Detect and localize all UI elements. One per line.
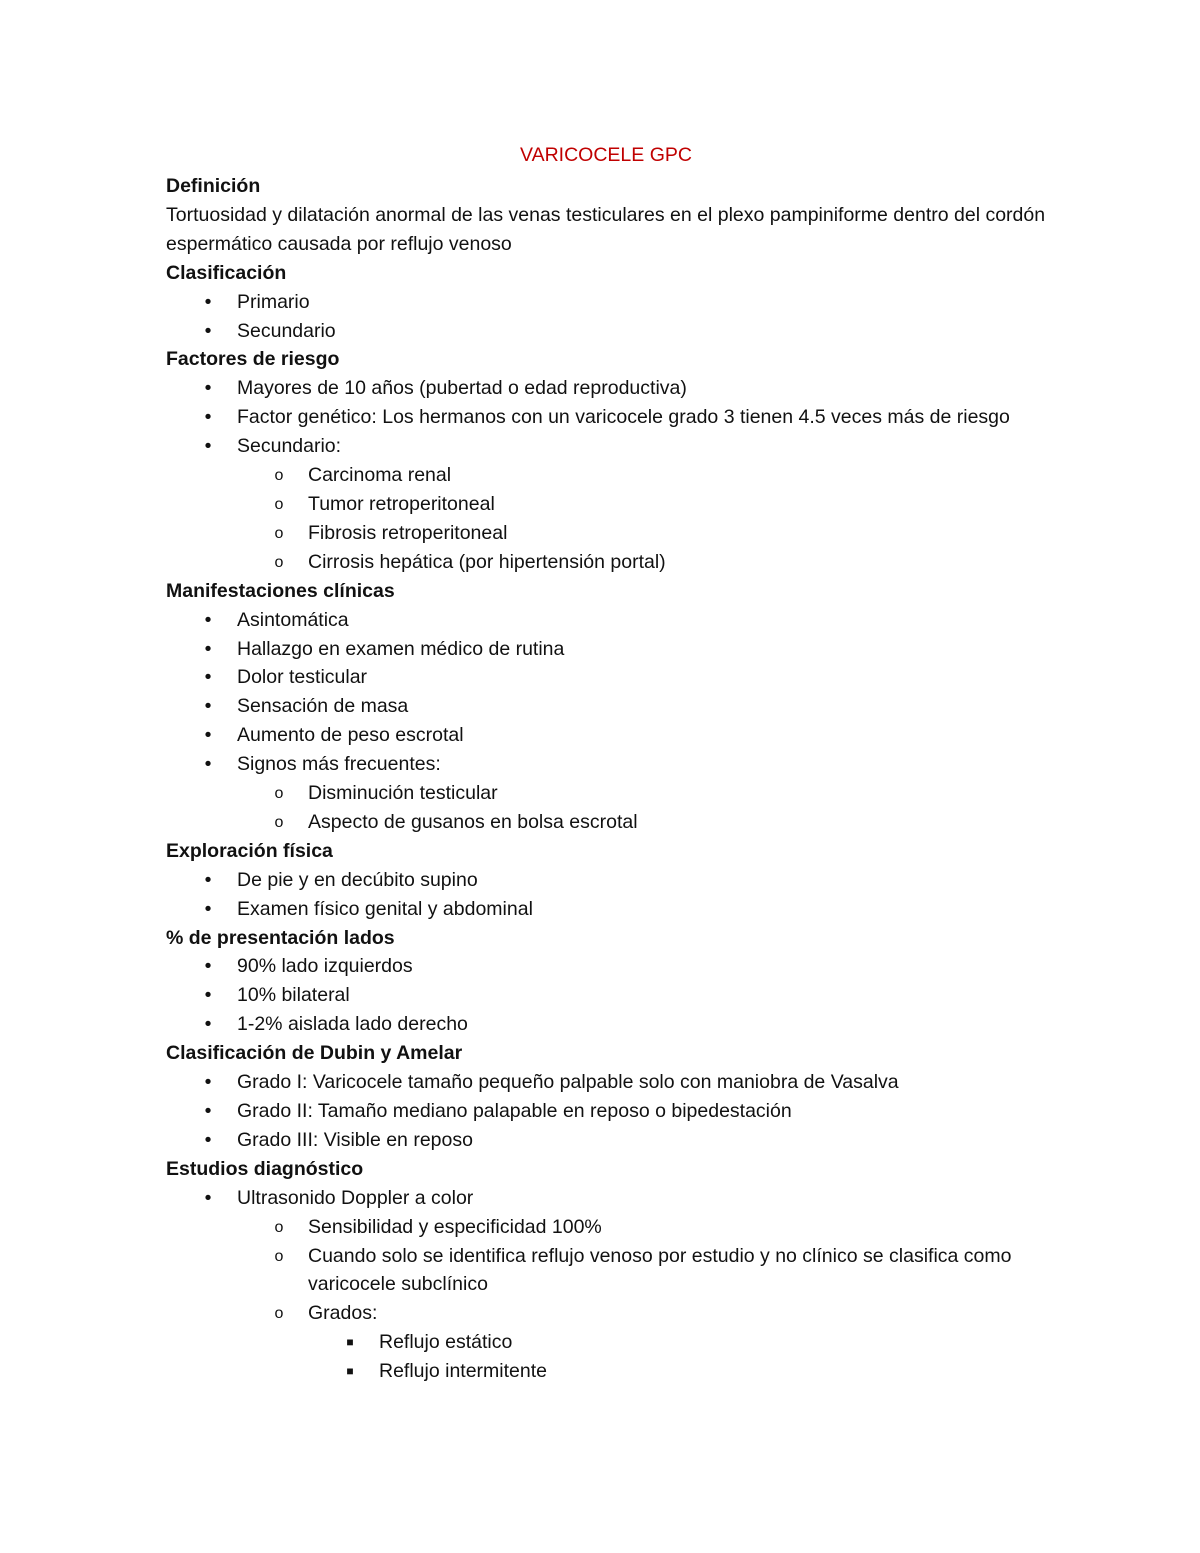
list-item (274, 548, 1046, 577)
list-item-text: Grado II: Tamaño mediano palapable en reposo o bipedestación (237, 1100, 792, 1122)
list-item-text: De pie y en decúbito supino (237, 868, 478, 891)
document-page (166, 138, 1046, 1386)
estudios-list (166, 1184, 1046, 1386)
list-item (204, 288, 1046, 317)
dubin-list (166, 1068, 1046, 1155)
list-item-text: Hallazgo en examen médico de rutina (237, 637, 565, 660)
bullet-circle-icon: o (274, 1305, 284, 1323)
bullet-dot-icon: • (204, 1186, 212, 1209)
list-item (204, 374, 1046, 403)
list-item (274, 808, 1046, 837)
section-heading-clasificacion: Clasificación (166, 261, 287, 284)
factores-list (166, 374, 1046, 576)
grados-sublist (308, 1328, 1046, 1386)
list-item-text: Grado I: Varicocele tamaño pequeño palpable solo con maniobra de Vasalva (237, 1071, 899, 1094)
list-item (204, 721, 1046, 750)
list-item (346, 1357, 1046, 1386)
definicion-text: Tortuosidad y dilatación anormal de las venas testiculares en el plexo pampiniforme dentro del cordón espermático causada por reflujo venoso (166, 203, 1046, 255)
list-item-text: Dolor testicular (237, 666, 368, 689)
list-item-text: Mayores de 10 años (pubertad o edad reproductiva) (237, 377, 687, 400)
secundario-sublist (237, 461, 1046, 577)
list-item-text: Secundario (237, 319, 336, 342)
list-item (346, 1328, 1046, 1357)
list-item (204, 1184, 1046, 1386)
bullet-dot-icon: • (204, 868, 212, 891)
list-item (274, 779, 1046, 808)
list-item (204, 1126, 1046, 1155)
section-heading-dubin: Clasificación de Dubin y Amelar (166, 1042, 463, 1065)
list-item-text: Reflujo intermitente (379, 1360, 547, 1383)
bullet-dot-icon: • (204, 695, 212, 718)
bullet-dot-icon: • (204, 377, 212, 400)
list-item-text: 10% bilateral (237, 984, 350, 1007)
list-item (204, 750, 1046, 837)
list-item-text: Cirrosis hepática (por hipertensión portal) (308, 550, 666, 573)
list-item (204, 432, 1046, 577)
list-item (204, 1010, 1046, 1039)
list-item-text: Secundario: (237, 435, 342, 458)
bullet-dot-icon: • (204, 724, 212, 747)
section-heading-estudios: Estudios diagnóstico (166, 1157, 364, 1180)
section-heading-manifestaciones: Manifestaciones clínicas (166, 579, 395, 602)
list-item-text: Aspecto de gusanos en bolsa escrotal (308, 810, 638, 833)
bullet-circle-icon: o (274, 785, 284, 803)
list-item (204, 1068, 1046, 1097)
list-item-text: Ultrasonido Doppler a color (237, 1186, 474, 1209)
bullet-dot-icon: • (204, 753, 212, 776)
bullet-dot-icon: • (204, 406, 212, 429)
bullet-dot-icon: • (204, 1100, 212, 1122)
bullet-dot-icon: • (204, 897, 212, 920)
list-item-text: Carcinoma renal (308, 464, 452, 487)
bullet-circle-icon: o (274, 813, 284, 831)
list-item (204, 866, 1046, 895)
list-item-text: Grados: (308, 1302, 378, 1325)
list-item (274, 1299, 1046, 1386)
list-item-text: Grado III: Visible en reposo (237, 1128, 473, 1151)
list-item-text: Factor genético: Los hermanos con un varicocele grado 3 tienen 4.5 veces más de riesgo (237, 406, 1010, 429)
list-item (204, 692, 1046, 721)
bullet-dot-icon: • (204, 435, 212, 458)
list-item (204, 952, 1046, 981)
list-item-text: Sensibilidad y especificidad 100% (308, 1215, 602, 1238)
section-heading-factores: Factores de riesgo (166, 348, 340, 371)
list-item (274, 519, 1046, 548)
bullet-circle-icon: o (274, 553, 284, 571)
section-heading-definicion: Definición (166, 175, 261, 197)
bullet-circle-icon: o (274, 1218, 284, 1236)
exploracion-list (166, 866, 1046, 924)
bullet-dot-icon: • (204, 608, 212, 631)
bullet-dot-icon: • (204, 1013, 212, 1036)
list-item (204, 1097, 1046, 1126)
list-item-text: Tumor retroperitoneal (308, 492, 495, 515)
list-item-text: Signos más frecuentes: (237, 753, 441, 776)
bullet-dot-icon: • (204, 290, 212, 313)
list-item-text: Sensación de masa (237, 695, 409, 718)
clasificacion-list (166, 288, 1046, 346)
list-item (274, 1213, 1046, 1242)
bullet-dot-icon: • (204, 666, 212, 689)
bullet-square-icon: ■ (346, 1335, 354, 1350)
list-item (204, 317, 1046, 346)
list-item (274, 1242, 1046, 1300)
list-item (274, 490, 1046, 519)
list-item (204, 981, 1046, 1010)
bullet-dot-icon: • (204, 1071, 212, 1094)
signos-sublist (237, 779, 1046, 837)
bullet-dot-icon: • (204, 637, 212, 660)
list-item-text: Cuando solo se identifica reflujo venoso por estudio y no clínico se clasifica como varicocele subclínico (308, 1244, 1012, 1296)
list-item-text: Reflujo estático (379, 1331, 513, 1354)
list-item-text: Disminución testicular (308, 782, 498, 805)
section-heading-exploracion: Exploración física (166, 839, 333, 862)
bullet-dot-icon: • (204, 984, 212, 1007)
bullet-dot-icon: • (204, 1128, 212, 1151)
list-item-text: Asintomática (237, 608, 349, 631)
list-item-text: Primario (237, 290, 310, 313)
document-title: VARICOCELE GPC (520, 144, 692, 166)
list-item (204, 403, 1046, 432)
list-item-text: Aumento de peso escrotal (237, 724, 464, 747)
bullet-dot-icon: • (204, 319, 212, 342)
list-item (204, 895, 1046, 924)
list-item-text: Fibrosis retroperitoneal (308, 521, 508, 544)
list-item-text: Examen físico genital y abdominal (237, 897, 533, 920)
section-heading-presentacion: % de presentación lados (166, 926, 395, 949)
presentacion-list (166, 952, 1046, 1039)
list-item (204, 606, 1046, 635)
bullet-circle-icon: o (274, 495, 284, 513)
list-item (204, 663, 1046, 692)
bullet-circle-icon: o (274, 524, 284, 542)
list-item (204, 635, 1046, 664)
list-item-text: 1-2% aislada lado derecho (237, 1013, 468, 1036)
list-item-text: 90% lado izquierdos (237, 955, 413, 978)
doppler-sublist (237, 1213, 1046, 1386)
list-item (274, 461, 1046, 490)
manifestaciones-list (166, 606, 1046, 837)
bullet-dot-icon: • (204, 955, 212, 978)
bullet-square-icon: ■ (346, 1364, 354, 1379)
bullet-circle-icon: o (274, 467, 284, 485)
bullet-circle-icon: o (274, 1247, 284, 1265)
